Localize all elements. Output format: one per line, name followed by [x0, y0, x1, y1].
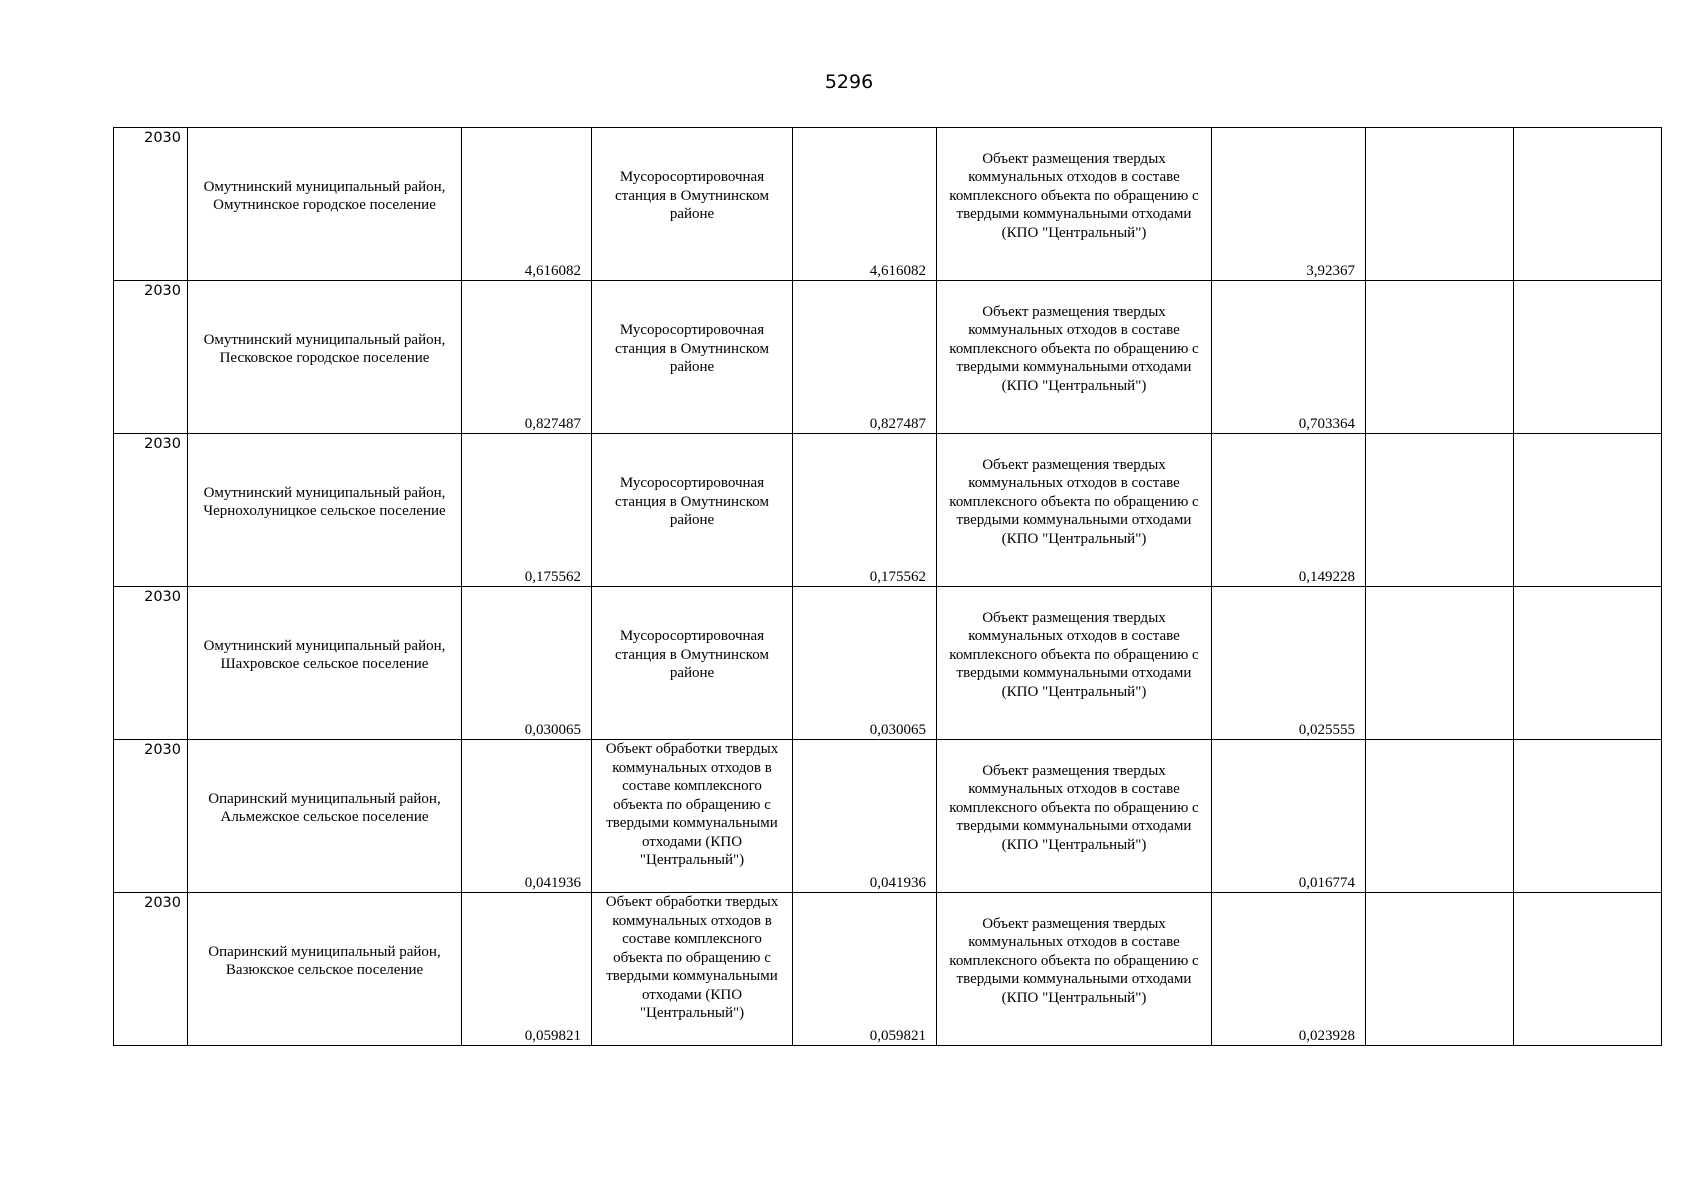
processing-object-text: Мусоросортировочная станция в Омутнинском районе — [615, 475, 769, 529]
municipality-cell — [188, 281, 462, 434]
empty-cell — [1366, 893, 1514, 1046]
year-cell: 2030 — [114, 740, 188, 893]
processing-object-cell — [592, 128, 793, 281]
waste-flow-table — [113, 127, 1662, 1046]
processed-volume-cell: 0,827487 — [793, 281, 937, 434]
municipality-text: Омутнинский муниципальный район, Шахровское сельское поселение — [203, 637, 446, 672]
volume-cell: 0,030065 — [462, 587, 592, 740]
processing-object-text: Объект обработки твердых коммунальных отходов в составе комплексного объекта по обращению с твердыми коммунальными отходами (КПО "Центральный") — [605, 894, 779, 1021]
processed-volume-cell: 0,030065 — [793, 587, 937, 740]
municipality-cell — [188, 434, 462, 587]
volume-cell: 0,827487 — [462, 281, 592, 434]
disposal-object-text: Объект размещения твердых коммунальных отходов в составе комплексного объекта по обращению с твердыми коммунальными отходами (КПО "Центральный") — [949, 150, 1199, 241]
empty-cell — [1366, 281, 1514, 434]
disposal-object-text: Объект размещения твердых коммунальных отходов в составе комплексного объекта по обращению с твердыми коммунальными отходами (КПО "Центральный") — [949, 762, 1199, 853]
disposal-object-text: Объект размещения твердых коммунальных отходов в составе комплексного объекта по обращению с твердыми коммунальными отходами (КПО "Центральный") — [949, 609, 1199, 700]
disposal-object-cell — [937, 893, 1212, 1046]
disposed-volume-cell: 0,703364 — [1212, 281, 1366, 434]
year-cell: 2030 — [114, 128, 188, 281]
disposal-object-cell — [937, 587, 1212, 740]
disposal-object-cell — [937, 740, 1212, 893]
processing-object-cell — [592, 587, 793, 740]
municipality-text: Опаринский муниципальный район, Вазюкское сельское поселение — [208, 943, 441, 978]
table-row — [114, 740, 1662, 893]
table-row — [114, 281, 1662, 434]
municipality-cell — [188, 128, 462, 281]
municipality-text: Омутнинский муниципальный район, Песковское городское поселение — [203, 331, 446, 366]
table-row — [114, 587, 1662, 740]
processing-object-cell — [592, 434, 793, 587]
municipality-text: Опаринский муниципальный район, Альмежское сельское поселение — [208, 790, 441, 825]
municipality-cell — [188, 893, 462, 1046]
empty-cell — [1514, 434, 1662, 587]
processed-volume-cell: 0,175562 — [793, 434, 937, 587]
year-cell: 2030 — [114, 434, 188, 587]
volume-cell: 0,059821 — [462, 893, 592, 1046]
disposed-volume-cell: 3,92367 — [1212, 128, 1366, 281]
year-cell: 2030 — [114, 587, 188, 740]
disposed-volume-cell: 0,016774 — [1212, 740, 1366, 893]
disposed-volume-cell: 0,025555 — [1212, 587, 1366, 740]
municipality-text: Омутнинский муниципальный район, Омутнинское городское поселение — [203, 178, 446, 213]
empty-cell — [1366, 128, 1514, 281]
volume-cell: 4,616082 — [462, 128, 592, 281]
page-number: 5296 — [824, 71, 874, 93]
disposal-object-cell — [937, 434, 1212, 587]
processed-volume-cell: 0,059821 — [793, 893, 937, 1046]
empty-cell — [1366, 587, 1514, 740]
processing-object-text: Объект обработки твердых коммунальных отходов в составе комплексного объекта по обращению с твердыми коммунальными отходами (КПО "Центральный") — [605, 741, 779, 868]
year-cell: 2030 — [114, 281, 188, 434]
empty-cell — [1514, 740, 1662, 893]
year-cell: 2030 — [114, 893, 188, 1046]
empty-cell — [1366, 434, 1514, 587]
empty-cell — [1366, 740, 1514, 893]
disposal-object-text: Объект размещения твердых коммунальных отходов в составе комплексного объекта по обращению с твердыми коммунальными отходами (КПО "Центральный") — [949, 915, 1199, 1006]
empty-cell — [1514, 893, 1662, 1046]
table-row — [114, 128, 1662, 281]
processing-object-cell — [592, 281, 793, 434]
disposed-volume-cell: 0,149228 — [1212, 434, 1366, 587]
empty-cell — [1514, 281, 1662, 434]
table-row — [114, 893, 1662, 1046]
table-body — [114, 128, 1662, 1046]
processed-volume-cell: 0,041936 — [793, 740, 937, 893]
disposal-object-text: Объект размещения твердых коммунальных отходов в составе комплексного объекта по обращению с твердыми коммунальными отходами (КПО "Центральный") — [949, 303, 1199, 394]
municipality-text: Омутнинский муниципальный район, Чернохолуницкое сельское поселение — [203, 484, 446, 519]
disposal-object-cell — [937, 281, 1212, 434]
disposed-volume-cell: 0,023928 — [1212, 893, 1366, 1046]
processing-object-text: Мусоросортировочная станция в Омутнинском районе — [615, 628, 769, 682]
processing-object-text: Мусоросортировочная станция в Омутнинском районе — [615, 169, 769, 223]
empty-cell — [1514, 587, 1662, 740]
municipality-cell — [188, 587, 462, 740]
empty-cell — [1514, 128, 1662, 281]
disposal-object-cell — [937, 128, 1212, 281]
table-row — [114, 434, 1662, 587]
processing-object-cell — [592, 740, 793, 893]
municipality-cell — [188, 740, 462, 893]
processing-object-cell — [592, 893, 793, 1046]
processed-volume-cell: 4,616082 — [793, 128, 937, 281]
volume-cell: 0,041936 — [462, 740, 592, 893]
volume-cell: 0,175562 — [462, 434, 592, 587]
disposal-object-text: Объект размещения твердых коммунальных отходов в составе комплексного объекта по обращению с твердыми коммунальными отходами (КПО "Центральный") — [949, 456, 1199, 547]
processing-object-text: Мусоросортировочная станция в Омутнинском районе — [615, 322, 769, 376]
